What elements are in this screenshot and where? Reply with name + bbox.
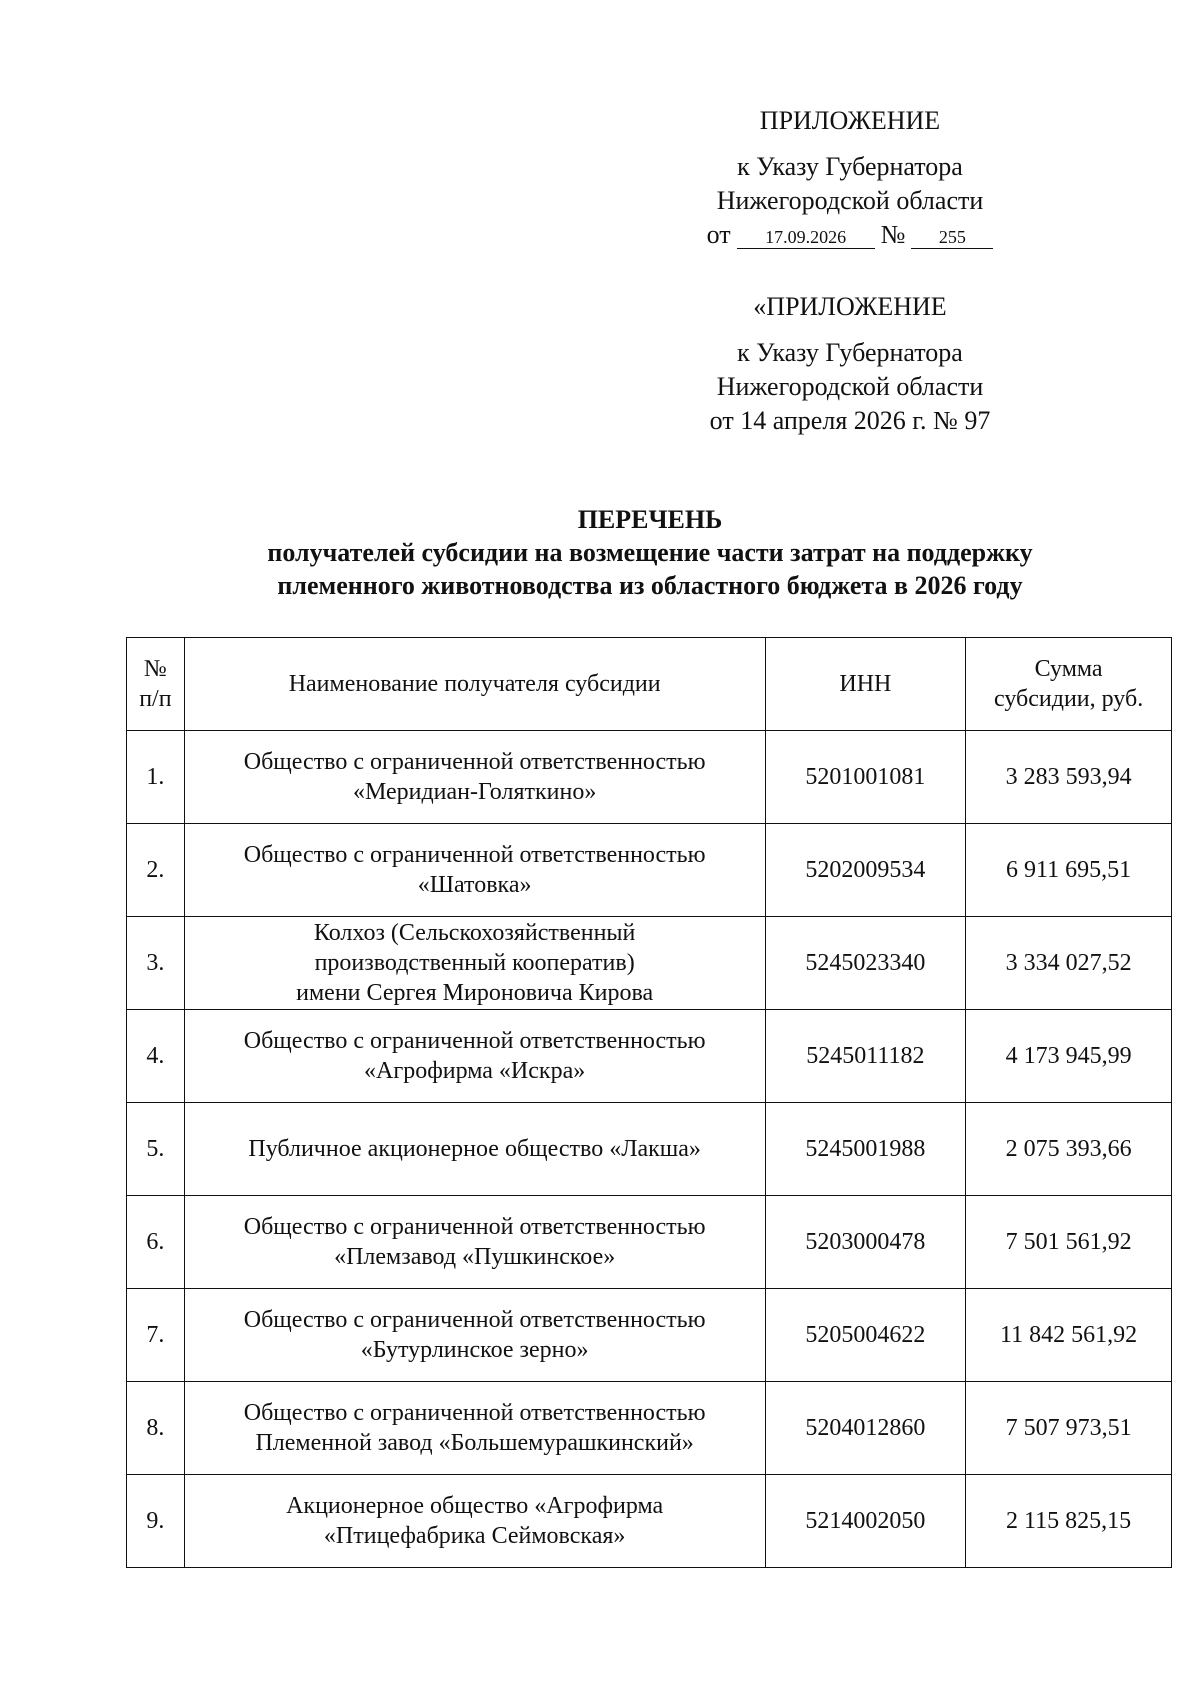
row-sum: 2 075 393,66 [966,1103,1172,1196]
header-number [127,638,185,731]
row-inn: 5214002050 [765,1475,966,1568]
table-row [127,1475,1172,1568]
row-name-line-1: Акционерное общество «Агрофирма [286,1493,664,1519]
header-sum-line-1: Сумма [1034,656,1103,682]
appendix-number: 255 [911,226,993,249]
header-number-line-2: п/п [139,686,172,712]
appendix-date: 17.09.2026 [737,226,875,249]
row-sum: 3 283 593,94 [966,731,1172,824]
row-name [184,824,765,917]
row-inn: 5201001081 [765,731,966,824]
row-sum: 4 173 945,99 [966,1010,1172,1103]
appendix-number-sign: № [880,220,906,249]
row-number: 5. [127,1103,185,1196]
header-number-line-1: № [143,656,167,682]
row-number: 9. [127,1475,185,1568]
row-name [184,1475,765,1568]
row-inn: 5245001988 [765,1103,966,1196]
row-name-line-2: «Агрофирма «Искра» [364,1058,586,1084]
row-sum: 11 842 561,92 [966,1289,1172,1382]
row-inn: 5245023340 [765,917,966,1010]
appendix-header [640,104,1060,252]
header-sum-line-2: субсидии, руб. [994,686,1144,712]
row-number: 1. [127,731,185,824]
row-name-line-2: «Меридиан-Голяткино» [352,779,597,805]
previous-appendix-header [640,290,1060,438]
row-name [184,1010,765,1103]
row-number: 4. [127,1010,185,1103]
row-name-line-1: Общество с ограниченной ответственностью [243,1307,706,1333]
row-number: 8. [127,1382,185,1475]
row-number: 7. [127,1289,185,1382]
row-name-line-1: Колхоз (Сельскохозяйственный [313,920,636,946]
row-inn: 5202009534 [765,824,966,917]
table-row [127,1382,1172,1475]
recipients-table [126,637,1172,1568]
row-name-line-1: Общество с ограниченной ответственностью [243,1214,706,1240]
row-name [184,1289,765,1382]
row-inn: 5204012860 [765,1382,966,1475]
row-name-line-2: «Птицефабрика Сеймовская» [323,1523,626,1549]
row-sum: 6 911 695,51 [966,824,1172,917]
table-header-row [127,638,1172,731]
header-name: Наименование получателя субсидии [184,638,765,731]
row-inn: 5205004622 [765,1289,966,1382]
previous-appendix-title: «ПРИЛОЖЕНИЕ [753,292,947,321]
previous-appendix-reference [640,336,1060,438]
row-name-line-1: Публичное акционерное общество «Лакша» [248,1136,701,1162]
row-sum: 7 501 561,92 [966,1196,1172,1289]
table-row [127,731,1172,824]
row-name-line-1: Общество с ограниченной ответственностью [243,749,706,775]
row-number: 3. [127,917,185,1010]
row-inn: 5245011182 [765,1010,966,1103]
previous-appendix-line-decree: к Указу Губернатора [737,338,963,367]
row-sum: 3 334 027,52 [966,917,1172,1010]
appendix-from-prefix: от [706,220,731,249]
row-inn: 5203000478 [765,1196,966,1289]
row-name [184,1103,765,1196]
row-sum: 2 115 825,15 [966,1475,1172,1568]
table-row [127,1010,1172,1103]
header-inn: ИНН [765,638,966,731]
row-name-line-2: производственный кооператив) [314,950,635,976]
header-sum [966,638,1172,731]
row-number: 2. [127,824,185,917]
appendix-title: ПРИЛОЖЕНИЕ [759,106,941,135]
row-name [184,917,765,1010]
row-name-line-1: Общество с ограниченной ответственностью [243,842,706,868]
row-name-line-2: «Племзавод «Пушкинское» [334,1244,616,1270]
row-sum: 7 507 973,51 [966,1382,1172,1475]
row-name-line-1: Общество с ограниченной ответственностью [243,1028,706,1054]
table-row [127,824,1172,917]
row-name [184,731,765,824]
row-name-line-1: Общество с ограниченной ответственностью [243,1400,706,1426]
table-row [127,1196,1172,1289]
table-row [127,1103,1172,1196]
appendix-line-decree: к Указу Губернатора [737,152,963,181]
document-heading [110,503,1190,602]
heading-line-2: племенного животноводства из областного бюджета в 2026 году [277,571,1023,600]
previous-appendix-line-date: от 14 апреля 2026 г. № 97 [709,406,991,435]
heading-line-1: получателей субсидии на возмещение части затрат на поддержку [267,538,1033,567]
appendix-line-region: Нижегородской области [716,186,984,215]
row-name [184,1196,765,1289]
heading-title: ПЕРЕЧЕНЬ [577,505,723,534]
appendix-reference [640,150,1060,252]
row-number: 6. [127,1196,185,1289]
previous-appendix-line-region: Нижегородской области [716,372,984,401]
row-name [184,1382,765,1475]
table-row [127,917,1172,1010]
table-row [127,1289,1172,1382]
row-name-line-2: Племенной завод «Большемурашкинский» [255,1430,694,1456]
row-name-line-2: «Шатовка» [417,872,532,898]
row-name-line-2: «Бутурлинское зерно» [360,1337,589,1363]
row-name-line-3: имени Сергея Мироновича Кирова [296,980,654,1006]
appendix-date-line [640,218,1060,252]
